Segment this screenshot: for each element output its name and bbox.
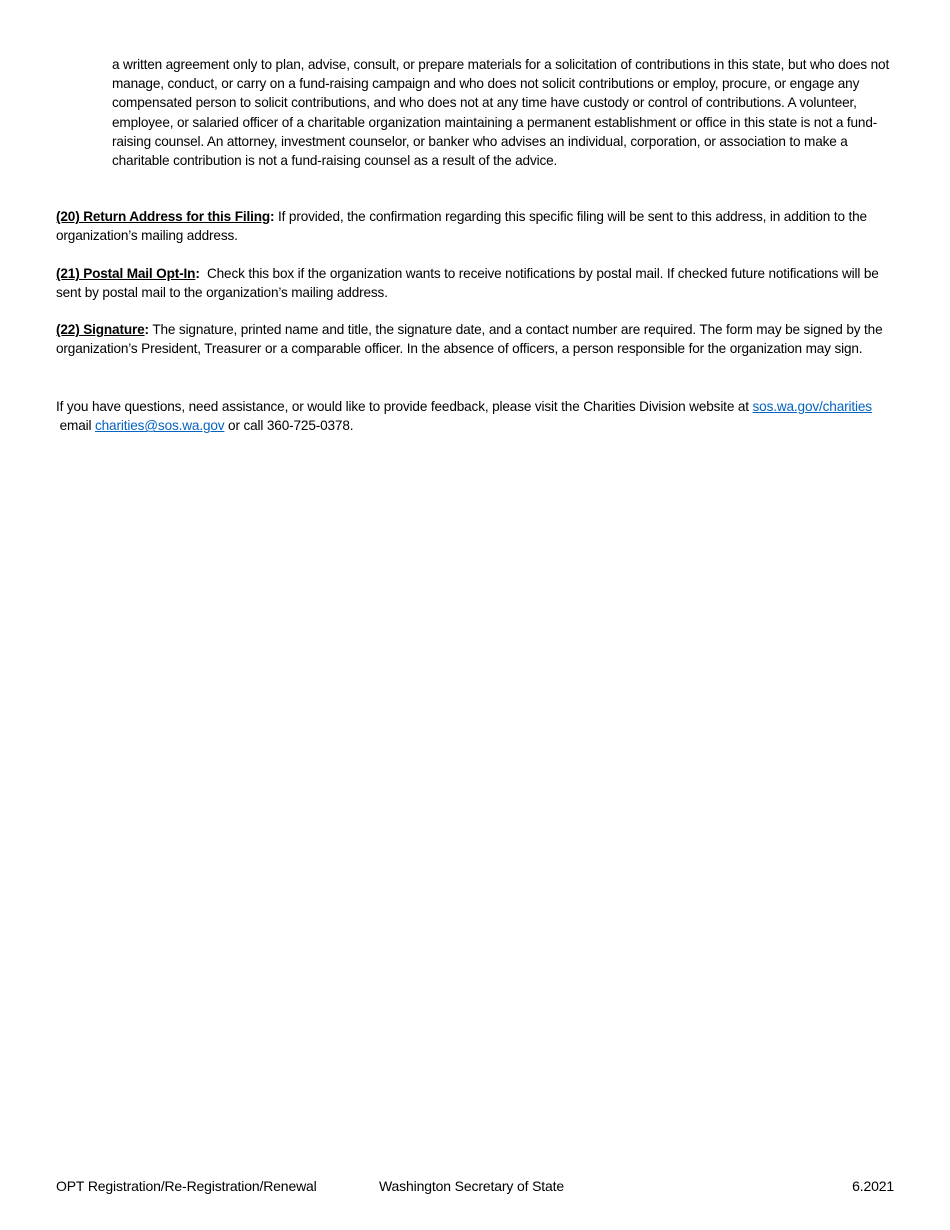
page-footer	[56, 1177, 894, 1197]
section-20-body: If provided, the confirmation regarding this specific filing will be sent to this address, in addition to the organization’s mailing address.	[56, 209, 867, 244]
footer-form-name: OPT Registration/Re-Registration/Renewal	[56, 1178, 317, 1194]
contact-email-label: email	[56, 418, 95, 434]
charities-email-link[interactable]: charities@sos.wa.gov	[95, 418, 225, 434]
contact-paragraph	[56, 397, 891, 435]
definition-continuation-paragraph: a written agreement only to plan, advise, consult, or prepare materials for a solicitation of contributions in this state, but who does not manage, conduct, or carry on a fund-raising campaign and who does not solicit contributions or employ, procure, or engage any compensated person to solicit contributions, and who does not at any time have custody or control of contributions. A volunteer, employee, or salaried officer of a charitable organization maintaining a permanent establishment or office in this state is not a fund-raising counsel. An attorney, investment counselor, or banker who advises an individual, corporation, or association to make a charitable contribution is not a fund-raising counsel as a result of the advice.	[112, 57, 890, 169]
section-20-return-address	[56, 207, 891, 245]
section-20-heading: (20) Return Address for this Filing	[56, 209, 271, 224]
contact-phone: or call 360-725-0378.	[224, 418, 354, 434]
section-22-signature	[56, 320, 891, 358]
contact-intro: If you have questions, need assistance, or would like to provide feedback, please visit the Charities Division website at	[56, 399, 753, 414]
section-22-body: The signature, printed name and title, the signature date, and a contact number are required. The form may be signed by the organization’s President, Treasurer or a comparable officer. In the absence of officers, a person responsible for the organization may sign.	[56, 322, 883, 357]
footer-version: 6.2021	[852, 1178, 894, 1194]
section-21-heading: (21) Postal Mail Opt-In	[56, 266, 196, 281]
section-21-postal-mail-opt-in	[56, 264, 891, 302]
section-21-body: Check this box if the organization wants to receive notifications by postal mail. If checked future notifications will be sent by postal mail to the organization’s mailing address.	[56, 266, 883, 301]
section-22-colon: :	[144, 322, 149, 337]
section-22-heading: (22) Signature	[56, 322, 145, 337]
section-20-colon: :	[270, 209, 275, 224]
section-21-colon: :	[195, 266, 200, 281]
charities-website-link[interactable]: sos.wa.gov/charities	[752, 399, 872, 414]
footer-agency: Washington Secretary of State	[379, 1178, 565, 1194]
